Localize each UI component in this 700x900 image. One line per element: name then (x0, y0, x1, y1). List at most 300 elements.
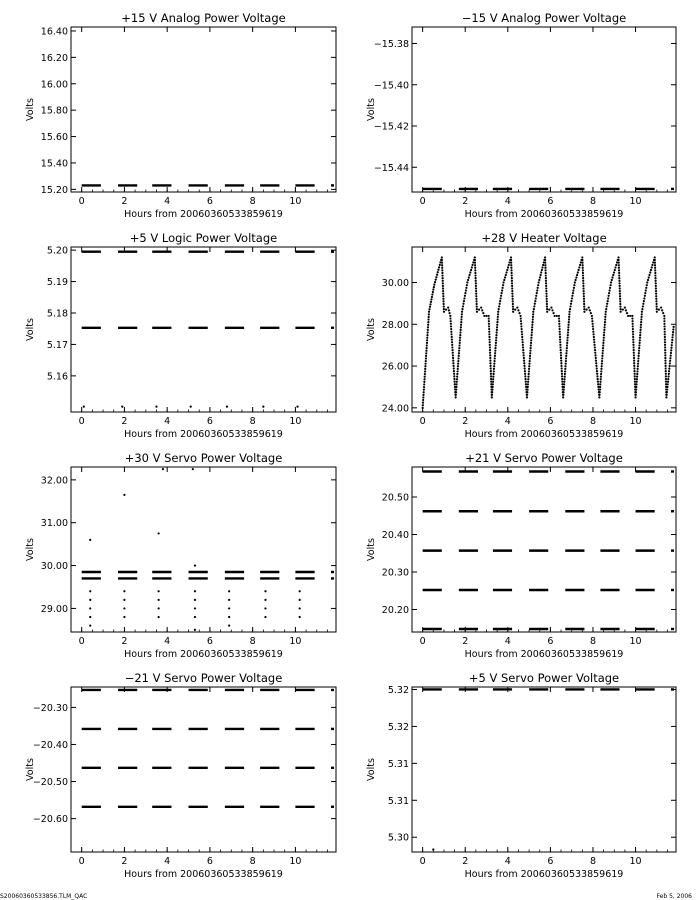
y-axis-label: Volts (366, 758, 377, 781)
data-point (526, 396, 528, 398)
data-point (607, 300, 609, 302)
data-point (655, 293, 657, 295)
data-point (490, 367, 492, 369)
data-point (581, 262, 583, 264)
data-point (264, 616, 266, 618)
data-point (465, 289, 467, 291)
data-point (631, 315, 633, 317)
data-point (461, 316, 463, 318)
data-point (671, 341, 673, 343)
x-tick-label: 8 (249, 856, 256, 867)
data-point (426, 339, 428, 341)
data-point (449, 312, 451, 314)
data-point (489, 341, 491, 343)
chart-panel (366, 671, 676, 880)
data-point (583, 298, 585, 300)
data-point (656, 311, 658, 313)
data-point (631, 320, 633, 322)
data-point (612, 274, 614, 276)
data-point (571, 297, 573, 299)
data-point (299, 590, 301, 592)
data-point (634, 373, 636, 375)
data-point (492, 376, 494, 378)
data-point (544, 267, 546, 269)
data-point (636, 370, 638, 372)
data-point (531, 326, 533, 328)
data-point (433, 283, 435, 285)
data-point (526, 388, 528, 390)
data-point (521, 338, 523, 340)
data-point (573, 287, 575, 289)
x-tick-label: 4 (504, 416, 511, 427)
data-point (158, 599, 160, 601)
x-tick-label: 8 (589, 636, 596, 647)
x-tick-label: 0 (419, 416, 426, 427)
data-point (431, 296, 433, 298)
data-point (451, 349, 453, 351)
data-point (441, 256, 443, 258)
data-point (522, 352, 524, 354)
data-point (556, 315, 558, 317)
data-point (490, 378, 492, 380)
data-point (453, 373, 455, 375)
data-point (632, 344, 634, 346)
chart-title: −15 V Analog Power Voltage (461, 11, 627, 25)
data-point (493, 370, 495, 372)
data-point (528, 365, 530, 367)
data-point (535, 297, 537, 299)
y-axis-label: Volts (25, 538, 36, 561)
data-point (564, 370, 566, 372)
data-point (597, 381, 599, 383)
y-tick-label: −15.40 (373, 80, 409, 92)
data-point (566, 342, 568, 344)
data-point (562, 391, 564, 393)
data-point (545, 295, 547, 297)
data-point (601, 355, 603, 357)
data-point (648, 274, 650, 276)
data-point (608, 292, 610, 294)
data-point (665, 375, 667, 377)
y-tick-label: 30.00 (381, 278, 409, 290)
data-point (510, 259, 512, 261)
data-point (488, 331, 490, 333)
data-point (475, 298, 477, 300)
y-tick-label: 20.40 (381, 530, 409, 541)
data-point (619, 287, 621, 289)
x-tick-label: 2 (462, 636, 469, 647)
data-point (660, 306, 662, 308)
data-point (590, 312, 592, 314)
data-point (655, 280, 657, 282)
data-point (456, 373, 458, 375)
data-point (619, 300, 621, 302)
data-point (665, 367, 667, 369)
data-point (442, 298, 444, 300)
data-point (576, 274, 578, 276)
data-point (424, 363, 426, 365)
data-point (441, 269, 443, 271)
x-tick-label: 10 (289, 416, 302, 427)
data-point (228, 607, 230, 609)
data-point (528, 368, 530, 370)
data-point (544, 269, 546, 271)
data-point (123, 494, 125, 496)
data-point (646, 281, 648, 283)
data-point (519, 315, 521, 317)
data-point (495, 337, 497, 339)
data-point (496, 331, 498, 333)
data-point (435, 276, 437, 278)
data-point (520, 317, 522, 319)
y-tick-label: 5.17 (46, 339, 68, 351)
data-point (618, 274, 620, 276)
data-point (432, 288, 434, 290)
data-point (593, 344, 595, 346)
data-point (527, 381, 529, 383)
data-point (450, 333, 452, 335)
data-point (602, 350, 604, 352)
data-point (534, 303, 536, 305)
data-point (544, 262, 546, 264)
data-point (591, 320, 593, 322)
data-point (516, 306, 518, 308)
data-point (606, 305, 608, 307)
x-tick-label: 4 (164, 416, 171, 427)
data-point (667, 381, 669, 383)
data-point (560, 362, 562, 364)
data-point (531, 334, 533, 336)
data-point (447, 306, 449, 308)
x-tick-label: 6 (547, 856, 554, 867)
data-point (89, 590, 91, 592)
data-point (438, 266, 440, 268)
data-point (441, 274, 443, 276)
data-point (497, 316, 499, 318)
x-tick-label: 10 (629, 856, 642, 867)
data-point (632, 346, 634, 348)
data-point (89, 599, 91, 601)
data-point (570, 300, 572, 302)
data-point (582, 264, 584, 266)
data-point (558, 323, 560, 325)
data-point (637, 357, 639, 359)
data-point (449, 315, 451, 317)
x-tick-label: 10 (629, 636, 642, 647)
x-tick-label: 8 (249, 196, 256, 207)
data-point (527, 378, 529, 380)
data-point (511, 280, 513, 282)
data-point (512, 303, 514, 305)
data-point (538, 279, 540, 281)
data-point (89, 624, 91, 626)
data-point (619, 305, 621, 307)
data-point (83, 406, 85, 408)
data-point (664, 359, 666, 361)
y-tick-label: 16.00 (40, 79, 68, 91)
data-point (541, 269, 543, 271)
data-point (510, 267, 512, 269)
data-point (620, 311, 622, 313)
data-point (495, 342, 497, 344)
data-point (655, 287, 657, 289)
data-point (512, 311, 514, 313)
data-point (522, 349, 524, 351)
data-point (425, 352, 427, 354)
data-point (462, 303, 464, 305)
data-point (594, 346, 596, 348)
chart-title: +15 V Analog Power Voltage (121, 11, 286, 25)
data-point (502, 281, 504, 283)
data-point (654, 264, 656, 266)
data-point (565, 363, 567, 365)
data-point (634, 375, 636, 377)
data-point (595, 357, 597, 359)
data-point (582, 282, 584, 284)
data-point (490, 373, 492, 375)
data-point (474, 274, 476, 276)
data-point (432, 848, 434, 850)
data-point (604, 324, 606, 326)
data-point (619, 303, 621, 305)
data-point (532, 318, 534, 320)
data-point (467, 279, 469, 281)
data-point (567, 337, 569, 339)
data-point (527, 386, 529, 388)
data-point (192, 468, 194, 470)
data-point (610, 281, 612, 283)
data-point (425, 355, 427, 357)
data-point (599, 388, 601, 390)
data-point (624, 306, 626, 308)
data-point (428, 308, 430, 310)
data-point (194, 590, 196, 592)
data-point (565, 352, 567, 354)
data-point (619, 308, 621, 310)
data-point (422, 394, 424, 396)
data-point (89, 616, 91, 618)
data-point (597, 383, 599, 385)
data-point (494, 352, 496, 354)
data-point (594, 354, 596, 356)
data-point (618, 272, 620, 274)
data-point (228, 616, 230, 618)
data-point (572, 292, 574, 294)
y-axis-label: Volts (25, 98, 36, 121)
data-point (545, 293, 547, 295)
data-point (424, 370, 426, 372)
data-point (561, 381, 563, 383)
data-point (530, 337, 532, 339)
data-point (522, 341, 524, 343)
data-point (582, 277, 584, 279)
data-point (264, 607, 266, 609)
data-point (671, 344, 673, 346)
y-tick-label: 28.00 (381, 319, 409, 331)
data-point (562, 394, 564, 396)
data-point (548, 309, 550, 311)
data-point (442, 277, 444, 279)
data-point (424, 368, 426, 370)
data-point (491, 394, 493, 396)
data-point (664, 362, 666, 364)
data-point (559, 346, 561, 348)
y-tick-label: 15.80 (40, 105, 68, 117)
data-point (627, 315, 629, 317)
data-point (458, 350, 460, 352)
data-point (639, 329, 641, 331)
data-point (521, 336, 523, 338)
data-point (664, 346, 666, 348)
y-tick-label: 20.20 (381, 605, 409, 616)
data-point (664, 338, 666, 340)
data-point (567, 331, 569, 333)
data-point (190, 406, 192, 408)
data-point (643, 297, 645, 299)
data-point (640, 326, 642, 328)
data-point (662, 312, 664, 314)
data-point (529, 360, 531, 362)
data-point (459, 334, 461, 336)
data-point (668, 373, 670, 375)
data-point (668, 368, 670, 370)
data-point (468, 276, 470, 278)
y-tick-label: −15.42 (373, 121, 409, 133)
data-point (511, 285, 513, 287)
data-point (512, 305, 514, 307)
data-point (458, 344, 460, 346)
data-point (442, 280, 444, 282)
data-point (668, 370, 670, 372)
data-point (496, 329, 498, 331)
data-point (121, 406, 123, 408)
data-point (443, 305, 445, 307)
data-point (604, 321, 606, 323)
data-point (665, 381, 667, 383)
y-tick-label: −20.30 (32, 702, 68, 714)
data-point (582, 280, 584, 282)
data-point (459, 342, 461, 344)
data-point (575, 279, 577, 281)
data-point (619, 290, 621, 292)
data-point (566, 347, 568, 349)
data-point (589, 309, 591, 311)
data-point (607, 297, 609, 299)
data-point (599, 383, 601, 385)
data-point (541, 266, 543, 268)
data-point (633, 362, 635, 364)
data-point (460, 326, 462, 328)
data-point (474, 272, 476, 274)
data-point (636, 381, 638, 383)
data-point (425, 350, 427, 352)
data-point (672, 328, 674, 330)
data-point (489, 349, 491, 351)
data-point (518, 312, 520, 314)
data-point (558, 320, 560, 322)
data-point (658, 309, 660, 311)
data-point (613, 271, 615, 273)
data-point (123, 607, 125, 609)
y-axis-label: Volts (366, 538, 377, 561)
data-point (602, 352, 604, 354)
data-point (670, 352, 672, 354)
data-point (634, 378, 636, 380)
x-tick-label: 2 (121, 196, 128, 207)
data-point (455, 394, 457, 396)
data-point (514, 309, 516, 311)
data-point (452, 357, 454, 359)
data-point (442, 293, 444, 295)
data-point (430, 301, 432, 303)
data-point (596, 373, 598, 375)
data-point (637, 368, 639, 370)
data-point (530, 339, 532, 341)
data-point (422, 399, 424, 401)
data-point (618, 267, 620, 269)
chart-panel (25, 231, 336, 440)
data-point (563, 386, 565, 388)
y-tick-label: 5.32 (387, 721, 409, 733)
data-point (462, 305, 464, 307)
data-point (461, 313, 463, 315)
data-point (521, 331, 523, 333)
x-tick-label: 6 (547, 196, 554, 207)
data-point (228, 590, 230, 592)
data-point (451, 346, 453, 348)
data-point (456, 381, 458, 383)
data-point (475, 277, 477, 279)
data-point (469, 271, 471, 273)
data-point (581, 259, 583, 261)
data-point (476, 303, 478, 305)
plot-frame (412, 27, 676, 192)
x-tick-label: 8 (589, 196, 596, 207)
data-point (475, 287, 477, 289)
data-point (226, 406, 228, 408)
data-point (666, 394, 668, 396)
data-point (583, 290, 585, 292)
data-point (505, 271, 507, 273)
data-point (618, 264, 620, 266)
data-point (442, 285, 444, 287)
data-point (525, 381, 527, 383)
data-point (194, 599, 196, 601)
data-point (591, 317, 593, 319)
data-point (450, 320, 452, 322)
y-tick-label: 31.00 (40, 518, 68, 530)
data-point (663, 315, 665, 317)
x-tick-label: 4 (504, 636, 511, 647)
data-point (526, 394, 528, 396)
data-point (561, 375, 563, 377)
data-point (532, 313, 534, 315)
data-point (609, 284, 611, 286)
data-point (550, 306, 552, 308)
data-point (656, 308, 658, 310)
data-point (460, 324, 462, 326)
data-point (596, 375, 598, 377)
data-point (523, 354, 525, 356)
x-tick-label: 6 (206, 856, 213, 867)
data-point (531, 331, 533, 333)
data-point (450, 325, 452, 327)
data-point (565, 357, 567, 359)
data-point (606, 303, 608, 305)
data-point (635, 394, 637, 396)
data-point (299, 599, 301, 601)
data-point (648, 276, 650, 278)
